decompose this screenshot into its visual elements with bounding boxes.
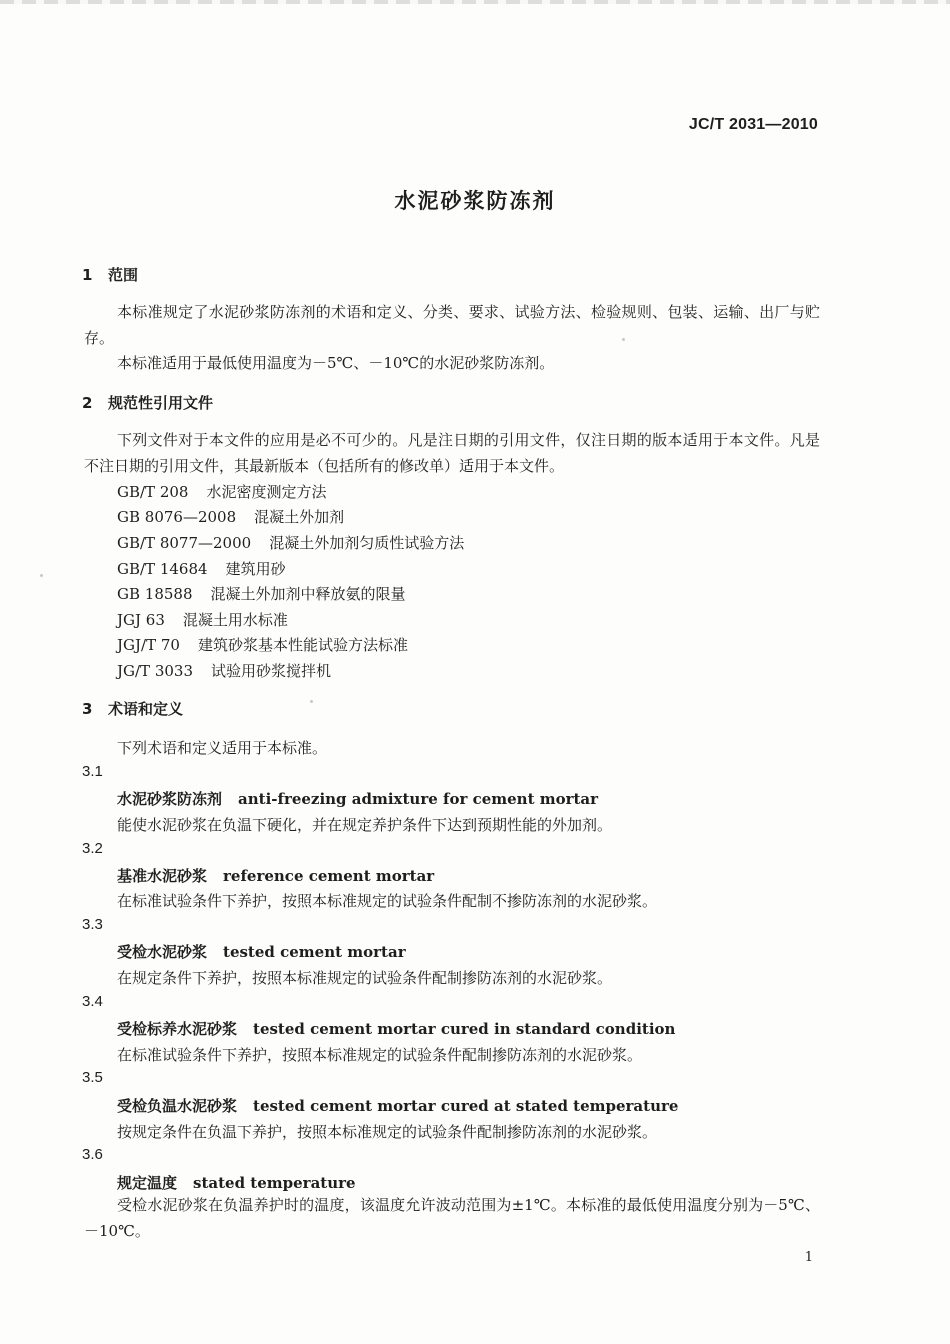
reference-code: GB 18588 <box>117 585 193 603</box>
reference-item <box>117 532 464 553</box>
term-chinese: 水泥砂浆防冻剂 <box>117 790 223 808</box>
scan-speck <box>622 338 625 341</box>
term-english: tested cement mortar <box>223 943 406 961</box>
reference-name: 混凝土外加剂 <box>254 508 345 526</box>
reference-name: 建筑用砂 <box>225 560 286 578</box>
reference-code: GB/T 208 <box>117 483 189 501</box>
paragraph: 下列术语和定义适用于本标准。 <box>117 739 328 757</box>
section-heading <box>82 264 138 285</box>
term-definition: 在标准试验条件下养护，按照本标准规定的试验条件配制不掺防冻剂的水泥砂浆。 <box>117 892 658 910</box>
term-english: anti-freezing admixture for cement mortar <box>238 790 599 808</box>
reference-code: GB 8076—2008 <box>117 508 237 526</box>
reference-name: 混凝土外加剂匀质性试验方法 <box>269 534 465 552</box>
paragraph: 下列文件对于本文件的应用是必不可少的。凡是注日期的引用文件，仅注日期的版本适用于本文件。凡是不注日期的引用文件，其最新版本（包括所有的修改单）适用于本文件。 <box>84 431 820 475</box>
reference-item <box>117 481 326 502</box>
section-title: 范围 <box>108 266 139 284</box>
reference-name: 混凝土用水标准 <box>182 611 288 629</box>
reference-item <box>117 609 288 630</box>
term-definition: 能使水泥砂浆在负温下硬化，并在规定养护条件下达到预期性能的外加剂。 <box>117 816 613 834</box>
term-chinese: 受检水泥砂浆 <box>117 943 208 961</box>
term-number: 3.5 <box>82 1069 103 1086</box>
section-title: 规范性引用文件 <box>108 394 214 412</box>
reference-item <box>117 660 331 681</box>
term-heading <box>117 1095 678 1116</box>
term-definition: 在规定条件下养护，按照本标准规定的试验条件配制掺防冻剂的水泥砂浆。 <box>117 969 613 987</box>
term-english: tested cement mortar cured at stated temperature <box>253 1097 679 1115</box>
term-number: 3.3 <box>82 916 103 933</box>
reference-item <box>117 634 408 655</box>
paragraph: 本标准适用于最低使用温度为－5℃、－10℃的水泥砂浆防冻剂。 <box>117 354 555 372</box>
term-definition: 受检水泥砂浆在负温养护时的温度，该温度允许波动范围为±1℃。本标准的最低使用温度分别为－5℃、－10℃。 <box>84 1196 820 1240</box>
term-heading <box>117 941 406 962</box>
reference-code: GB/T 14684 <box>117 560 208 578</box>
term-number: 3.2 <box>82 840 103 857</box>
reference-code: JGJ 63 <box>117 611 165 629</box>
standard-number: JC/T 2031—2010 <box>688 116 818 133</box>
term-chinese: 基准水泥砂浆 <box>117 867 208 885</box>
term-heading <box>117 865 434 886</box>
term-definition: 在标准试验条件下养护，按照本标准规定的试验条件配制掺防冻剂的水泥砂浆。 <box>117 1046 643 1064</box>
term-definition: 按规定条件在负温下养护，按照本标准规定的试验条件配制掺防冻剂的水泥砂浆。 <box>117 1123 658 1141</box>
scan-speck <box>40 574 43 577</box>
section-number: 1 <box>82 266 93 284</box>
reference-name: 试验用砂浆搅拌机 <box>211 662 332 680</box>
section-title: 术语和定义 <box>108 700 184 718</box>
section-heading <box>82 392 213 413</box>
term-heading <box>117 1018 675 1039</box>
reference-item <box>117 506 344 527</box>
term-english: reference cement mortar <box>223 867 435 885</box>
reference-name: 混凝土外加剂中释放氨的限量 <box>210 585 406 603</box>
term-chinese: 受检标养水泥砂浆 <box>117 1020 238 1038</box>
term-heading <box>117 788 598 809</box>
page-number: 1 <box>804 1250 813 1265</box>
term-number: 3.1 <box>82 763 103 780</box>
term-number: 3.4 <box>82 993 103 1010</box>
section-number: 2 <box>82 394 93 412</box>
term-chinese: 受检负温水泥砂浆 <box>117 1097 238 1115</box>
reference-item <box>117 583 406 604</box>
paragraph: 本标准规定了水泥砂浆防冻剂的术语和定义、分类、要求、试验方法、检验规则、包装、运输、出厂与贮存。 <box>84 303 820 347</box>
term-english: stated temperature <box>193 1174 356 1192</box>
reference-item <box>117 558 286 579</box>
document-title: 水泥砂浆防冻剂 <box>394 189 556 213</box>
section-number: 3 <box>82 700 93 718</box>
term-heading <box>117 1172 356 1193</box>
term-number: 3.6 <box>82 1146 103 1163</box>
reference-code: JGJ/T 70 <box>117 636 180 654</box>
section-heading <box>82 698 183 719</box>
scan-speck <box>310 700 313 703</box>
reference-name: 水泥密度测定方法 <box>206 483 327 501</box>
term-english: tested cement mortar cured in standard condition <box>253 1020 676 1038</box>
term-chinese: 规定温度 <box>117 1174 178 1192</box>
reference-code: GB/T 8077—2000 <box>117 534 252 552</box>
scan-edge <box>0 0 950 4</box>
reference-code: JG/T 3033 <box>117 662 193 680</box>
reference-name: 建筑砂浆基本性能试验方法标准 <box>197 636 408 654</box>
